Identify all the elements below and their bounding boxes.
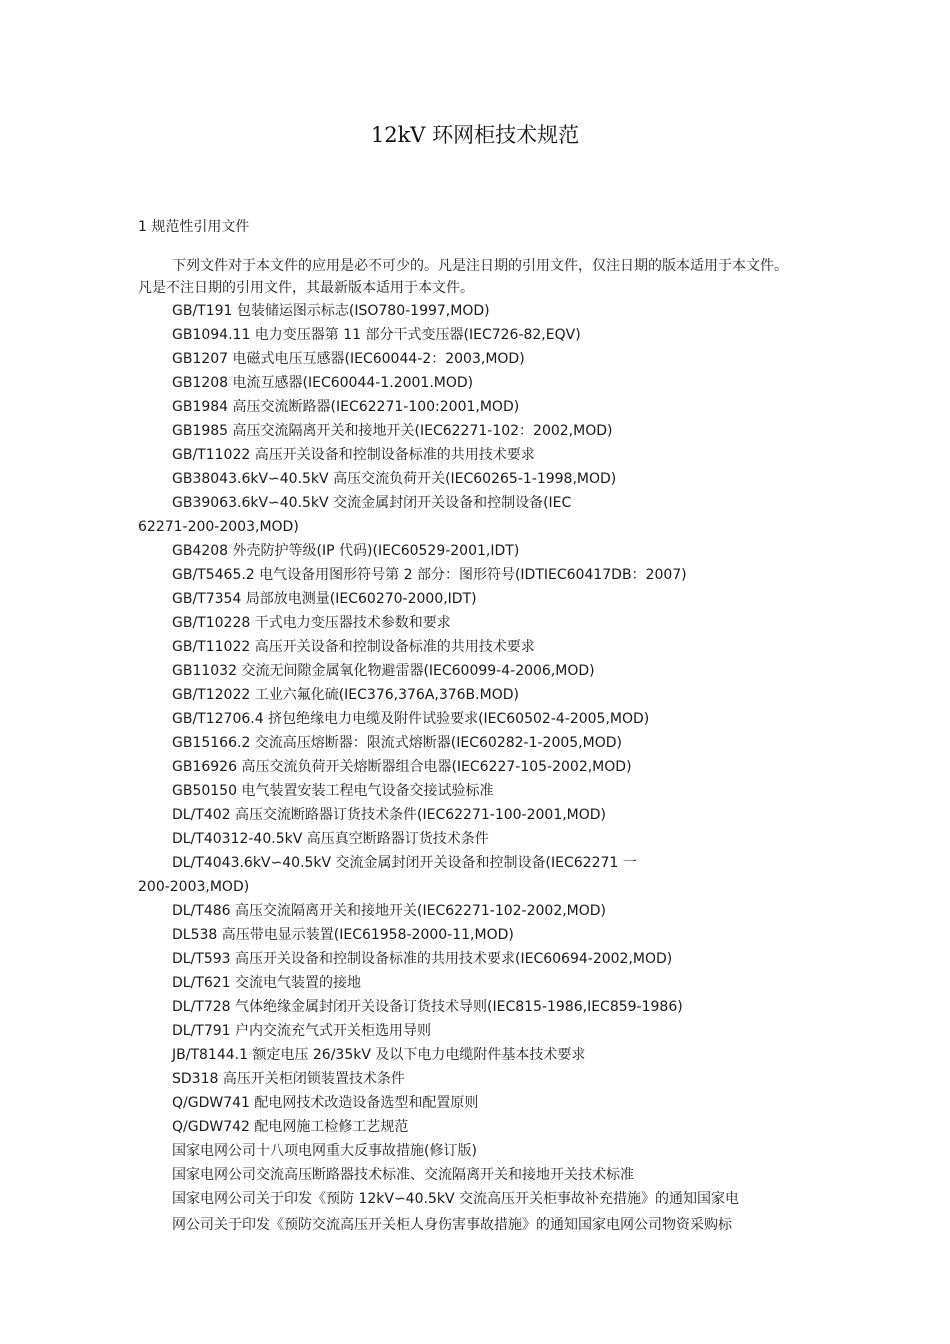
closing-line: 国家电网公司关于印发《预防 12kV∽40.5kV 交流高压开关柜事故补充措施》的通知国家电 bbox=[172, 1191, 739, 1207]
reference-item-continuation: 62271-200-2003,MOD) bbox=[138, 519, 299, 535]
reference-item: GB38043.6kV∽40.5kV 高压交流负荷开关(IEC60265-1-1998,MOD) bbox=[172, 471, 617, 487]
reference-item: GB/T11022 高压开关设备和控制设备标准的共用技术要求 bbox=[172, 447, 535, 463]
reference-item: GB39063.6kV∽40.5kV 交流金属封闭开关设备和控制设备(IEC bbox=[172, 495, 572, 511]
section-heading: 1 规范性引用文件 bbox=[138, 219, 250, 235]
reference-item: DL/T593 高压开关设备和控制设备标准的共用技术要求(IEC60694-2002,MOD) bbox=[172, 951, 673, 967]
closing-line: 网公司关于印发《预防交流高压开关柜人身伤害事故措施》的通知国家电网公司物资采购标 bbox=[172, 1217, 732, 1233]
reference-item: Q/GDW741 配电网技术改造设备选型和配置原则 bbox=[172, 1095, 479, 1111]
reference-item: GB1094.11 电力变压器第 11 部分干式变压器(IEC726-82,EQV) bbox=[172, 327, 581, 343]
reference-item: GB/T191 包装储运图示标志(ISO780-1997,MOD) bbox=[172, 303, 490, 319]
reference-item: DL/T791 户内交流充气式开关柜选用导则 bbox=[172, 1023, 432, 1039]
reference-item: GB11032 交流无间隙金属氧化物避雷器(IEC60099-4-2006,MOD) bbox=[172, 663, 595, 679]
reference-item: GB/T12706.4 挤包绝缘电力电缆及附件试验要求(IEC60502-4-2005,MOD) bbox=[172, 711, 650, 727]
reference-item: GB1208 电流互感器(IEC60044-1.2001.MOD) bbox=[172, 375, 474, 391]
reference-item: GB/T7354 局部放电测量(IEC60270-2000,IDT) bbox=[172, 591, 477, 607]
reference-item: GB1984 高压交流断路器(IEC62271-100:2001,MOD) bbox=[172, 399, 520, 415]
reference-item-continuation: 200-2003,MOD) bbox=[138, 879, 250, 895]
reference-item: DL/T728 气体绝缘金属封闭开关设备订货技术导则(IEC815-1986,IEC859-1986) bbox=[172, 999, 683, 1015]
reference-item: GB16926 高压交流负荷开关熔断器组合电器(IEC6227-105-2002,MOD) bbox=[172, 759, 632, 775]
reference-item: GB1207 电磁式电压互感器(IEC60044-2：2003,MOD) bbox=[172, 351, 525, 367]
reference-item: DL/T486 高压交流隔离开关和接地开关(IEC62271-102-2002,MOD) bbox=[172, 903, 607, 919]
reference-item: DL/T40312-40.5kV 高压真空断路器订货技术条件 bbox=[172, 831, 489, 847]
reference-item: DL538 高压带电显示装置(IEC61958-2000-11,MOD) bbox=[172, 927, 514, 943]
reference-item: DL/T402 高压交流断路器订货技术条件(IEC62271-100-2001,MOD) bbox=[172, 807, 607, 823]
intro-paragraph: 下列文件对于本文件的应用是必不可少的。凡是注日期的引用文件，仅注日期的版本适用于本文件。凡是不注日期的引用文件，其最新版本适用于本文件。 bbox=[138, 258, 788, 296]
reference-item: GB/T10228 干式电力变压器技术参数和要求 bbox=[172, 615, 451, 631]
document-title: 12kV 环网柜技术规范 bbox=[370, 123, 580, 147]
reference-item: GB15166.2 交流高压熔断器：限流式熔断器(IEC60282-1-2005,MOD) bbox=[172, 735, 622, 751]
reference-item: GB4208 外壳防护等级(IP 代码)(IEC60529-2001,IDT) bbox=[172, 543, 520, 559]
reference-item: GB50150 电气装置安装工程电气设备交接试验标准 bbox=[172, 783, 494, 799]
reference-item: DL/T4043.6kV∽40.5kV 交流金属封闭开关设备和控制设备(IEC62271 一 bbox=[172, 855, 637, 871]
reference-item: GB/T5465.2 电气设备用图形符号第 2 部分：图形符号(IDTIEC60417DB：2007) bbox=[172, 567, 687, 583]
reference-item: GB1985 高压交流隔离开关和接地开关(IEC62271-102：2002,MOD) bbox=[172, 423, 613, 439]
reference-item: SD318 高压开关柜闭锁装置技术条件 bbox=[172, 1071, 405, 1087]
reference-item: DL/T621 交流电气装置的接地 bbox=[172, 975, 362, 991]
reference-item: JB/T8144.1 额定电压 26/35kV 及以下电力电缆附件基本技术要求 bbox=[172, 1047, 586, 1063]
reference-item: Q/GDW742 配电网施工检修工艺规范 bbox=[172, 1119, 409, 1135]
reference-list bbox=[0, 299, 950, 1187]
reference-item: GB/T11022 高压开关设备和控制设备标准的共用技术要求 bbox=[172, 639, 535, 655]
reference-item: 国家电网公司交流高压断路器技术标准、交流隔离开关和接地开关技术标准 bbox=[172, 1167, 634, 1183]
reference-item: 国家电网公司十八项电网重大反事故措施(修订版) bbox=[172, 1143, 477, 1159]
closing-paragraph bbox=[172, 1186, 814, 1238]
reference-item: GB/T12022 工业六氟化硫(IEC376,376A,376B.MOD) bbox=[172, 687, 519, 703]
